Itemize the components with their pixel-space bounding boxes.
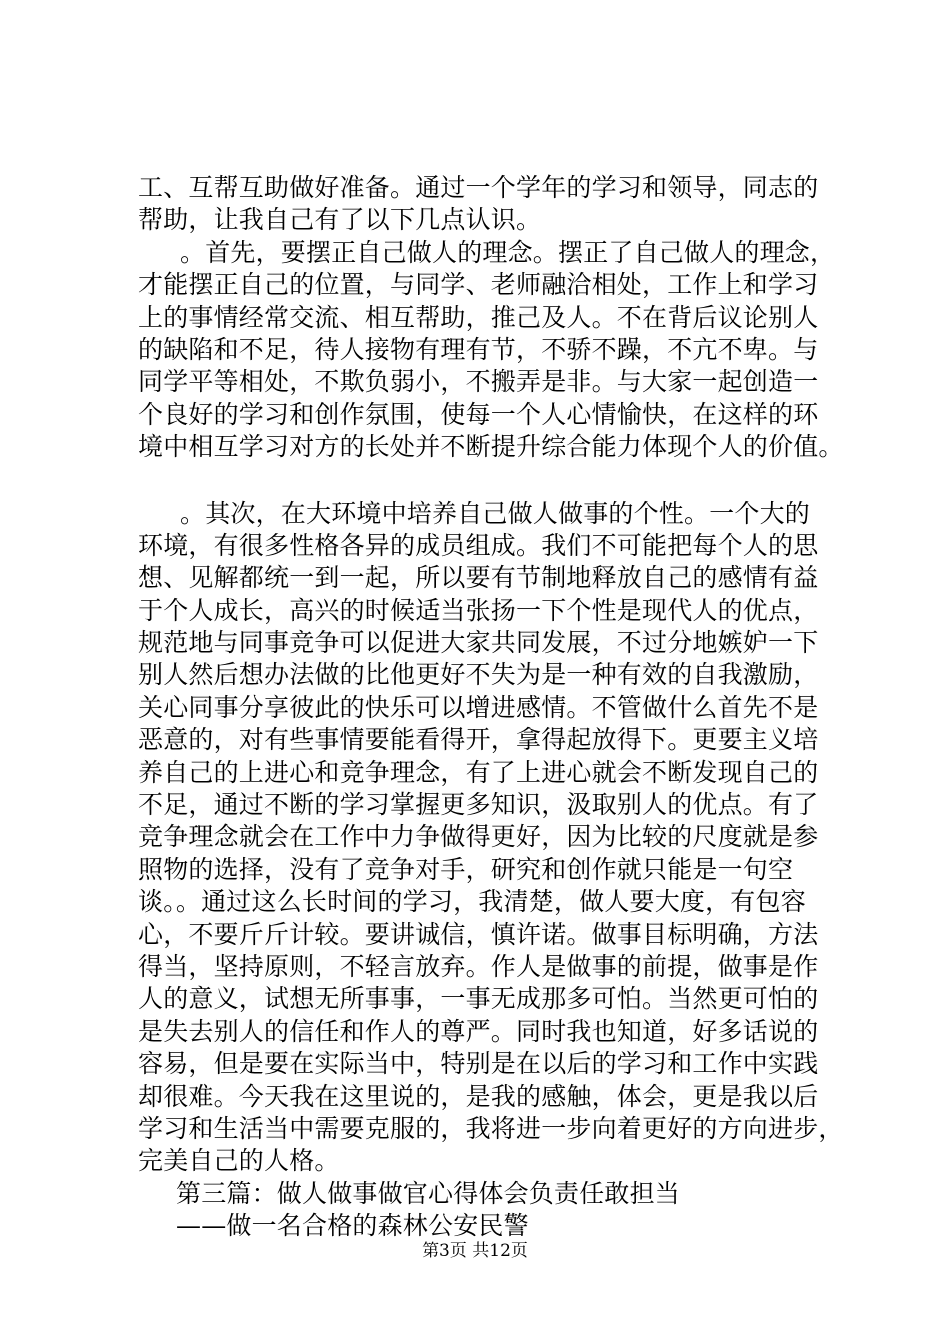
text-line: 容易，但是要在实际当中，特别是在以后的学习和工作中实践 [138,1049,819,1079]
text-line: 环境，有很多性格各异的成员组成。我们不可能把每个人的思 [138,530,819,560]
text-line: 谈。。通过这么长时间的学习，我清楚，做人要大度，有包容 [138,887,806,917]
text-line: 的缺陷和不足，待人接物有理有节，不骄不躁，不亢不卑。与 [138,334,819,364]
text-line: 养自己的上进心和竞争理念，有了上进心就会不断发现自己的 [138,757,819,787]
text-line: 。其次，在大环境中培养自己做人做事的个性。一个大的 [180,498,811,528]
text-line: 学习和生活当中需要克服的，我将进一步向着更好的方向进步， [138,1113,844,1143]
document-body [138,172,844,1243]
paragraph-spacer [138,464,838,498]
text-line: 不足，通过不断的学习掌握更多知识，汲取别人的优点。有了 [138,790,819,820]
section-heading: 第三篇：做人做事做官心得体会负责任敢担当 [176,1178,681,1208]
text-line: 心，不要斤斤计较。要讲诚信，慎许诺。做事目标明确，方法 [138,919,819,949]
text-line: 竞争理念就会在工作中力争做得更好，因为比较的尺度就是参 [138,822,819,852]
text-line: 工、互帮互助做好准备。通过一个学年的学习和领导，同志的 [138,173,819,202]
text-line: 境中相互学习对方的长处并不断提升综合能力体现个人的价值。 [138,432,844,462]
text-line: 得当，坚持原则，不轻言放弃。作人是做事的前提，做事是作 [138,951,819,981]
text-line: 才能摆正自己的位置，与同学、老师融洽相处，工作上和学习 [138,270,819,300]
section-subheading: ——做一名合格的森林公安民警 [176,1211,529,1241]
text-line: 别人然后想办法做的比他更好不失为是一种有效的自我激励， [138,660,819,690]
paragraph-3 [138,498,844,1178]
text-line: 照物的选择，没有了竞争对手，研究和创作就只能是一句空 [138,854,794,884]
text-line: 。首先，要摆正自己做人的理念。摆正了自己做人的理念， [180,237,836,267]
text-line: 想、见解都统一到一起，所以要有节制地释放自己的感情有益 [138,563,819,593]
text-line: 个良好的学习和创作氛围，使每一个人心情愉快，在这样的环 [138,399,819,429]
text-line: 人的意义，试想无所事事，一事无成那多可怕。当然更可怕的 [138,984,819,1014]
text-line: 恶意的，对有些事情要能看得开，拿得起放得下。更要主义培 [138,725,819,755]
paragraph-1 [138,172,838,237]
text-line: 完美自己的人格。 [138,1146,340,1176]
text-line: 同学平等相处，不欺负弱小，不搬弄是非。与大家一起创造一 [138,367,819,397]
text-line: 关心同事分享彼此的快乐可以增进感情。不管做什么首先不是 [138,692,819,722]
text-line: 是失去别人的信任和作人的尊严。同时我也知道，好多话说的 [138,1016,819,1046]
paragraph-2 [138,237,844,464]
text-line: 却很难。今天我在这里说的，是我的感触，体会，更是我以后 [138,1081,819,1111]
text-line: 上的事情经常交流、相互帮助，推己及人。不在背后议论别人 [138,302,819,332]
text-line: 于个人成长，高兴的时候适当张扬一下个性是现代人的优点， [138,595,819,625]
text-line: 规范地与同事竞争可以促进大家共同发展，不过分地嫉妒一下 [138,628,819,658]
page-number-footer: 第3页 共12页 [422,1241,528,1261]
text-line: 帮助，让我自己有了以下几点认识。 [138,205,542,235]
